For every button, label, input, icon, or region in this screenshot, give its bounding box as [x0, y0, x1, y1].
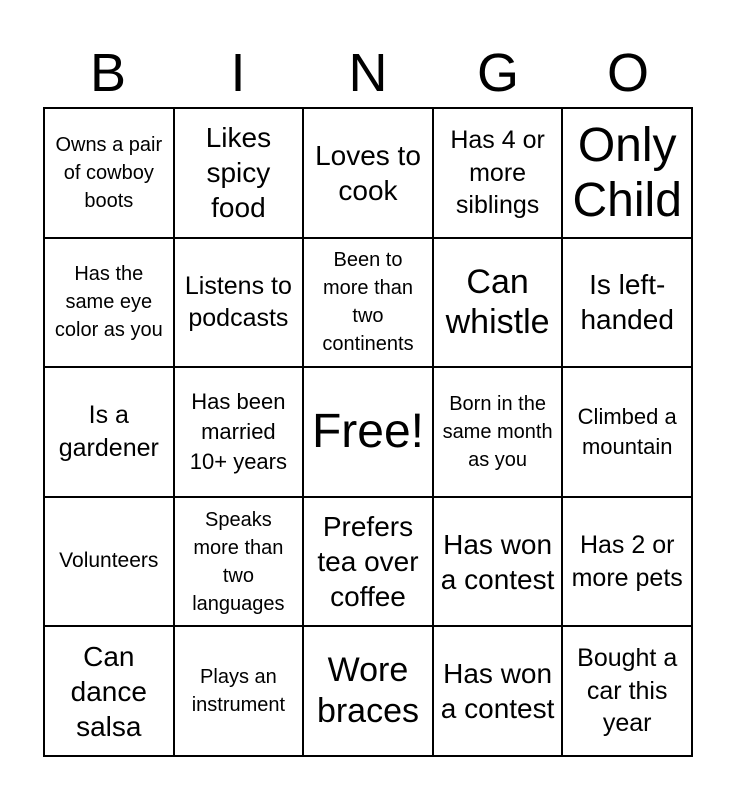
- cell-label: Can dance salsa: [70, 640, 147, 742]
- free-space-label: Free!: [311, 405, 424, 459]
- cell-label: Has won a contest: [440, 528, 555, 595]
- cell-label: Plays an instrument: [191, 666, 286, 717]
- cell-label: Has the same eye color as you: [54, 263, 163, 342]
- cell-label: Volunteers: [59, 549, 159, 573]
- free-space-cell[interactable]: [304, 368, 434, 498]
- cell-label: Wore braces: [316, 651, 420, 731]
- cell-label: Likes spicy food: [205, 122, 272, 224]
- bingo-cell[interactable]: [434, 498, 564, 628]
- bingo-cell[interactable]: [45, 627, 175, 757]
- bingo-cell[interactable]: [304, 239, 434, 369]
- bingo-cell[interactable]: [563, 109, 693, 239]
- bingo-cell[interactable]: [434, 368, 564, 498]
- bingo-cell[interactable]: [434, 239, 564, 369]
- header-letter-i: I: [230, 43, 246, 103]
- bingo-cell[interactable]: [304, 109, 434, 239]
- bingo-cell[interactable]: [175, 368, 305, 498]
- bingo-cell[interactable]: [563, 368, 693, 498]
- header-letter-n: N: [348, 43, 388, 103]
- bingo-cell[interactable]: [563, 627, 693, 757]
- cell-label: Listens to podcasts: [184, 271, 292, 333]
- cell-label: Climbed a mountain: [577, 404, 677, 459]
- bingo-cell[interactable]: [45, 498, 175, 628]
- cell-label: Has 4 or more siblings: [450, 126, 545, 220]
- header-letter-g: G: [476, 43, 519, 103]
- bingo-cell[interactable]: [45, 239, 175, 369]
- header-letter-b: B: [89, 43, 127, 103]
- bingo-header: [43, 38, 693, 108]
- bingo-cell[interactable]: [175, 498, 305, 628]
- cell-label: Loves to cook: [315, 139, 421, 206]
- cell-label: Been to more than two continents: [322, 249, 414, 356]
- cell-label: Is left-handed: [580, 269, 674, 336]
- bingo-cell[interactable]: [304, 627, 434, 757]
- cell-label: Born in the same month as you: [442, 392, 553, 471]
- cell-label: Bought a car this year: [577, 644, 678, 738]
- bingo-cell[interactable]: [434, 627, 564, 757]
- cell-label: Speaks more than two languages: [192, 508, 285, 615]
- bingo-cell[interactable]: [175, 239, 305, 369]
- cell-label: Is a gardener: [58, 401, 159, 462]
- bingo-cell[interactable]: [563, 498, 693, 628]
- cell-label: Has been married 10+ years: [189, 389, 287, 474]
- bingo-board: [43, 107, 693, 757]
- bingo-cell[interactable]: [304, 498, 434, 628]
- cell-label: Prefers tea over coffee: [317, 511, 419, 613]
- cell-label: Only Child: [572, 118, 682, 227]
- bingo-cell[interactable]: [175, 109, 305, 239]
- bingo-cell[interactable]: [45, 109, 175, 239]
- cell-label: Owns a pair of cowboy boots: [55, 133, 163, 212]
- bingo-cell[interactable]: [45, 368, 175, 498]
- bingo-cell[interactable]: [434, 109, 564, 239]
- cell-label: Can whistle: [445, 262, 550, 342]
- bingo-cell[interactable]: [175, 627, 305, 757]
- cell-label: Has 2 or more pets: [571, 531, 683, 592]
- header-letter-o: O: [606, 43, 649, 103]
- bingo-cell[interactable]: [563, 239, 693, 369]
- cell-label: Has won a contest: [440, 658, 555, 725]
